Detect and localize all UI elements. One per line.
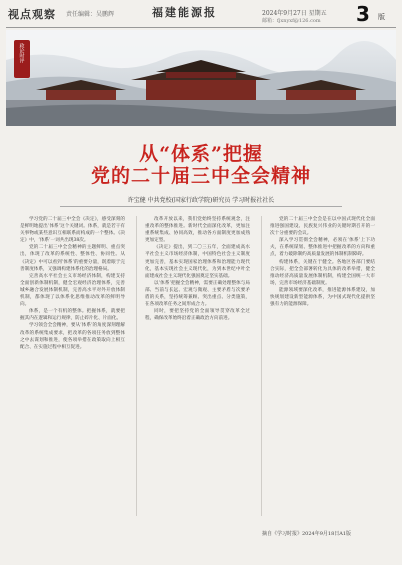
source-citation: 摘自《学习时报》2024年9月18日A1版 [262, 531, 352, 537]
text-column-3 [270, 216, 375, 308]
issue-date: 2024年9月27日 星期五 [262, 10, 327, 17]
title-separator [60, 206, 342, 207]
page-header [0, 0, 402, 30]
paragraph: 《决定》提出，到二〇三五年，全面建成高水平社会主义市场经济体制，中国特色社会主义制度更加完善，基本实现国家治理体系和治理能力现代化，基本实现社会主义现代化，为到本世纪中叶全面建成社会主义现代化强国奠定坚实基础。 [145, 245, 250, 279]
article-title-line-1: 从“体系”把握 [139, 143, 263, 165]
forbidden-city-illustration [6, 30, 396, 126]
contact-email: 邮箱：fjxnyxf@126.com [262, 18, 321, 24]
column-divider [136, 216, 137, 516]
paragraph: 党的二十届三中全会精神的主题鲜明、重点突出，体现了改革的系统性、整体性、协同性。从《决定》中可以看到‘体系’的重要分量，既着眼于完善制度体系，又强调构建体系化的治理格局。 [20, 245, 125, 272]
text-column-1 [20, 216, 125, 351]
column-tag [14, 40, 30, 78]
paragraph: 党的二十届三中全会是在以中国式现代化全面推进强国建设、民族复兴伟业的关键时期召开的一次十分重要的会议。 [270, 217, 375, 237]
paragraph: 深入学习贯彻全会精神，必须在‘体系’上下功夫，在系统谋划、整体推进中把握改革的方向和重点，着力破除制约高质量发展的体制机制障碍。 [270, 238, 375, 258]
column-divider [261, 216, 262, 516]
paragraph: 构建体系，关键在于健全。各地区各部门要结合实际，把全会部署转化为具体的改革举措，健全推动经济高质量发展体制机制，构建全国统一大市场，完善市场经济基础制度。 [270, 259, 375, 286]
column-tag-label: 政论时评 [18, 43, 25, 63]
paragraph: 完善高水平社会主义市场经济体制，构建支持全面创新体制机制，健全宏观经济治理体系，完善城乡融合发展体制机制，完善高水平对外开放体制机制，都体现了以体系化思维推动改革的鲜明导向。 [20, 273, 125, 308]
paragraph: 同时，要把坚持党的全面领导贯穿改革全过程，确保改革始终沿着正确政治方向前进。 [145, 309, 250, 322]
banner-image [6, 30, 396, 126]
header-rule [6, 27, 396, 28]
paragraph: 学习党的二十届三中全会《决定》，感受深刻的是鲜明地提出‘体系’这个关键词。体系，就是若干有关事物或某些意识互相联系而构成的一个整体。《决定》中，‘体系’一词共出现38次。 [20, 217, 125, 244]
article-title-line-2: 党的二十届三中全会精神 [90, 165, 311, 187]
text-column-2 [145, 216, 250, 322]
paragraph: 能源领域要深化改革，推进能源体系建设，加快规划建设新型能源体系，为中国式现代化提供坚强有力的能源保障。 [270, 287, 375, 308]
paper-name: 福建能源报 [152, 6, 217, 19]
page-number: 3 [356, 2, 370, 26]
paragraph: 学习领会全会精神，要从‘体系’的角度深刻理解改革的系统集成要求，把改革的各项任务放到整体之中去谋划和推进，使各项举措在政策取向上相互配合、在实施过程中相互促进。 [20, 323, 125, 350]
column-name: 视点观察 [8, 8, 56, 21]
paragraph: 以‘体系’把握全会精神，需要正确处理整体与局部、当前与长远、宏观与微观、主要矛盾与次要矛盾的关系，坚持统筹兼顾、突出重点、分类施策，在各项改革任务之间形成合力。 [145, 280, 250, 308]
paragraph: 改革开放以来，我们党始终坚持系统观念，注重改革的整体推进。新时代全面深化改革，更加注重系统集成、协同高效，推动各方面制度更加成熟更加定型。 [145, 217, 250, 244]
editor-info: 责任编辑：吴鹏辉 [66, 11, 115, 18]
paragraph: 体系，是一个有机的整体。把握体系，就要把握其内在逻辑和运行规律，防止碎片化、片面化。 [20, 309, 125, 322]
article-byline: 许宝健 中共党校(国家行政学院)研究员 学习时报社社长 [127, 197, 275, 204]
page-suffix: 版 [378, 13, 385, 21]
